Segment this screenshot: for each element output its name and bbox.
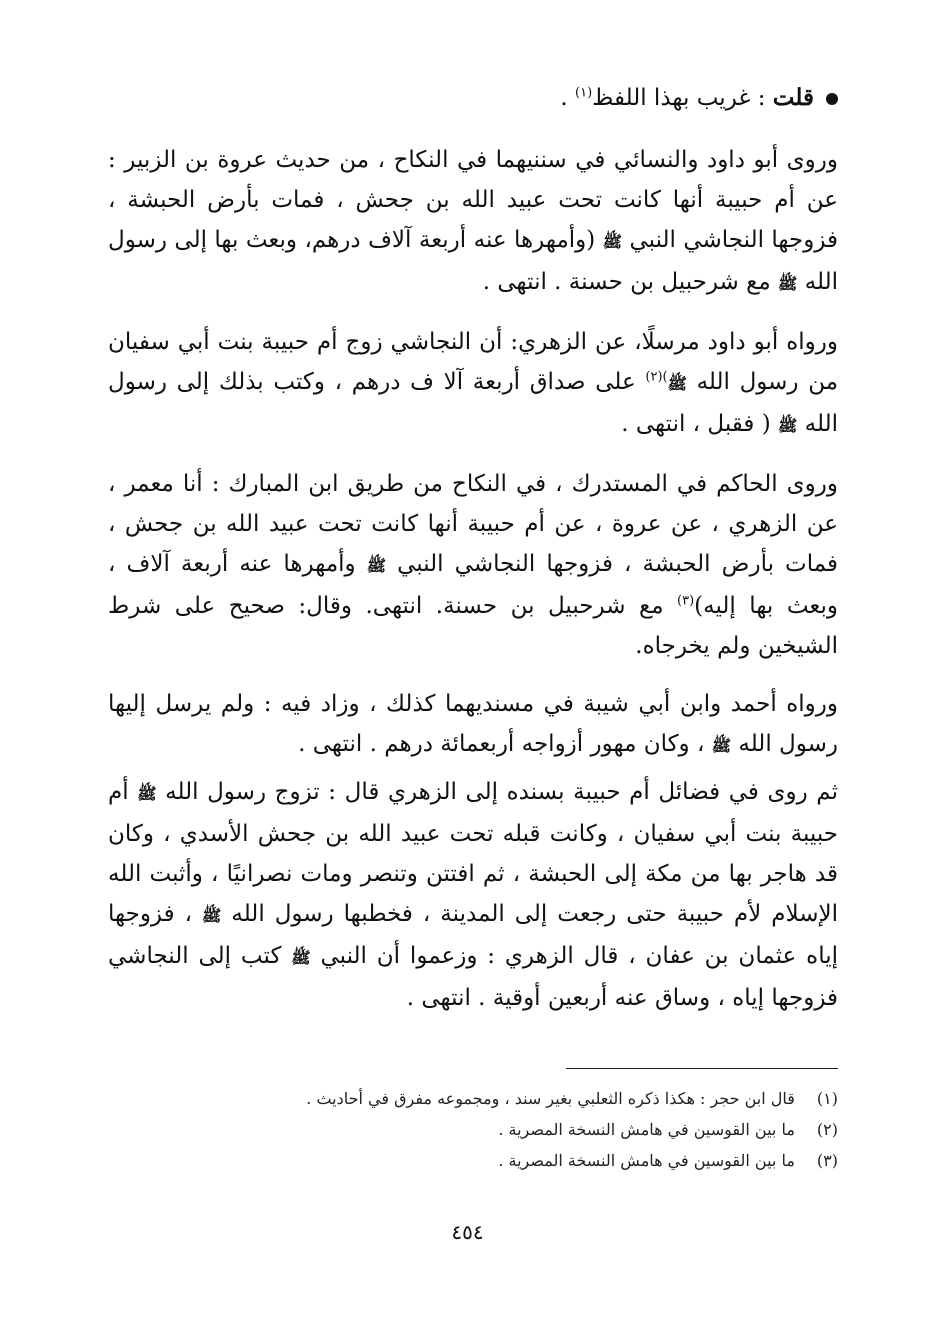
lead-end: . bbox=[560, 85, 568, 111]
paragraph-3-text-c: مع شرحبيل بن حسنة. انتهى. وقال: صحيح على شرط الشيخين ولم يخرجاه. bbox=[108, 593, 838, 659]
footnote-mark-1: (١) bbox=[575, 85, 593, 101]
page-number: ٤٥٤ bbox=[451, 1220, 484, 1244]
footnote-text: ما بين القوسين في هامش النسخة المصرية . bbox=[498, 1120, 795, 1139]
paragraph-5-text-c: ، فزوجها إياه عثمان بن عفان ، قال الزهري : وزعموا أن النبي bbox=[108, 901, 839, 969]
paragraph-5-text-d: كتب إلى النجاشي فزوجها إياه ، وساق عنه أربعين أوقية . انتهى . bbox=[108, 943, 838, 1011]
footnote-divider bbox=[566, 1068, 838, 1069]
footnote-3 bbox=[108, 1145, 838, 1176]
paragraph-2 bbox=[108, 322, 838, 446]
bullet-icon bbox=[826, 93, 838, 105]
footnote-text: ما بين القوسين في هامش النسخة المصرية . bbox=[498, 1151, 795, 1170]
salla-symbol: ﷺ bbox=[711, 736, 732, 755]
paragraph-5-text-a: ثم روى في فضائل أم حبيبة بسنده إلى الزهري قال : تزوج رسول الله bbox=[165, 779, 838, 805]
paragraph-3-text-a: وروى الحاكم في المستدرك ، في النكاح من طريق ابن المبارك : أنا معمر ، عن الزهري ، عن عروة ، عن أم حبيبة أنها كانت تحت عبيد الله بن جحش ، فمات بأرض الحبشة ، فزوجها النجاشي النبي bbox=[108, 471, 838, 577]
page-body bbox=[108, 78, 838, 1024]
footnote-number: (١) bbox=[816, 1089, 838, 1108]
footnote-mark-3: (٣) bbox=[677, 593, 695, 609]
paragraph-3 bbox=[108, 464, 838, 666]
footnotes bbox=[108, 1083, 838, 1176]
paragraph-2-text-b: على صداق أربعة آلا ف درهم ، وكتب بذلك إلى رسول الله bbox=[108, 369, 838, 437]
lead-line bbox=[108, 78, 838, 118]
paragraph-2-text-a: ورواه أبو داود مرسلًا، عن الزهري: أن النجاشي زوج أم حبيبة بنت أبي سفيان من رسول الله bbox=[108, 329, 839, 395]
paragraph-4-text-a: ورواه أحمد وابن أبي شيبة في مسنديهما كذلك ، وزاد فيه : ولم يرسل إليها رسول الله bbox=[108, 691, 838, 757]
salla-symbol: ﷺ bbox=[602, 232, 623, 251]
paragraph-1-text-a: وروى أبو داود والنسائي في سننيهما في النكاح ، من حديث عروة بن الزبير : عن أم حبيبة أنها كانت تحت عبيد الله بن جحش ، فمات بأرض الحبشة ، فزوجها النجاشي النبي bbox=[108, 147, 839, 253]
footnote-1 bbox=[108, 1083, 838, 1114]
footnote-mark-2: )(٢) bbox=[645, 369, 668, 385]
salla-symbol: ﷺ bbox=[667, 374, 687, 393]
paragraph-4-text-b: ، وكان مهور أزواجه أربعمائة درهم . انتهى . bbox=[298, 731, 705, 757]
paragraph-5 bbox=[108, 772, 838, 1018]
salla-symbol: ﷺ bbox=[366, 556, 387, 575]
paragraph-1-text-c: مع شرحبيل بن حسنة . انتهى . bbox=[482, 269, 771, 295]
lead-text: : غريب بهذا اللفظ bbox=[592, 85, 766, 111]
footnote-number: (٣) bbox=[816, 1151, 838, 1170]
salla-symbol: ﷺ bbox=[137, 784, 157, 803]
paragraph-2-text-c: ( فقبل ، انتهى . bbox=[621, 411, 771, 437]
footnote-2 bbox=[108, 1114, 838, 1145]
footnote-text: قال ابن حجر : هكذا ذكره الثعلبي بغير سند ، ومجموعه مفرق في أحاديث . bbox=[306, 1089, 795, 1108]
paragraph-1 bbox=[108, 140, 838, 304]
salla-symbol: ﷺ bbox=[202, 906, 222, 925]
footnote-number: (٢) bbox=[816, 1120, 838, 1139]
paragraph-1-text-b: (وأمهرها عنه أربعة آلاف درهم، وبعث بها إلى رسول الله bbox=[108, 227, 838, 295]
salla-symbol: ﷺ bbox=[778, 416, 798, 435]
salla-symbol: ﷺ bbox=[778, 274, 798, 293]
paragraph-4 bbox=[108, 684, 838, 766]
lead-label: قلت bbox=[772, 84, 814, 111]
salla-symbol: ﷺ bbox=[291, 948, 311, 967]
paragraph-5-text-b: أم حبيبة بنت أبي سفيان ، وكانت قبله تحت عبيد الله بن جحش الأسدي ، وكان قد هاجر بها من مكة إلى الحبشة ، ثم افتتن وتنصر ومات نصرانيًا ، وأثبت الله الإسلام لأم حبيبة حتى رجعت إلى المدينة ، فخطبها رسول الله bbox=[108, 779, 839, 927]
paragraph-3-text-b: وأمهرها عنه أربعة آلاف ، وبعث بها إليه) bbox=[108, 551, 839, 619]
